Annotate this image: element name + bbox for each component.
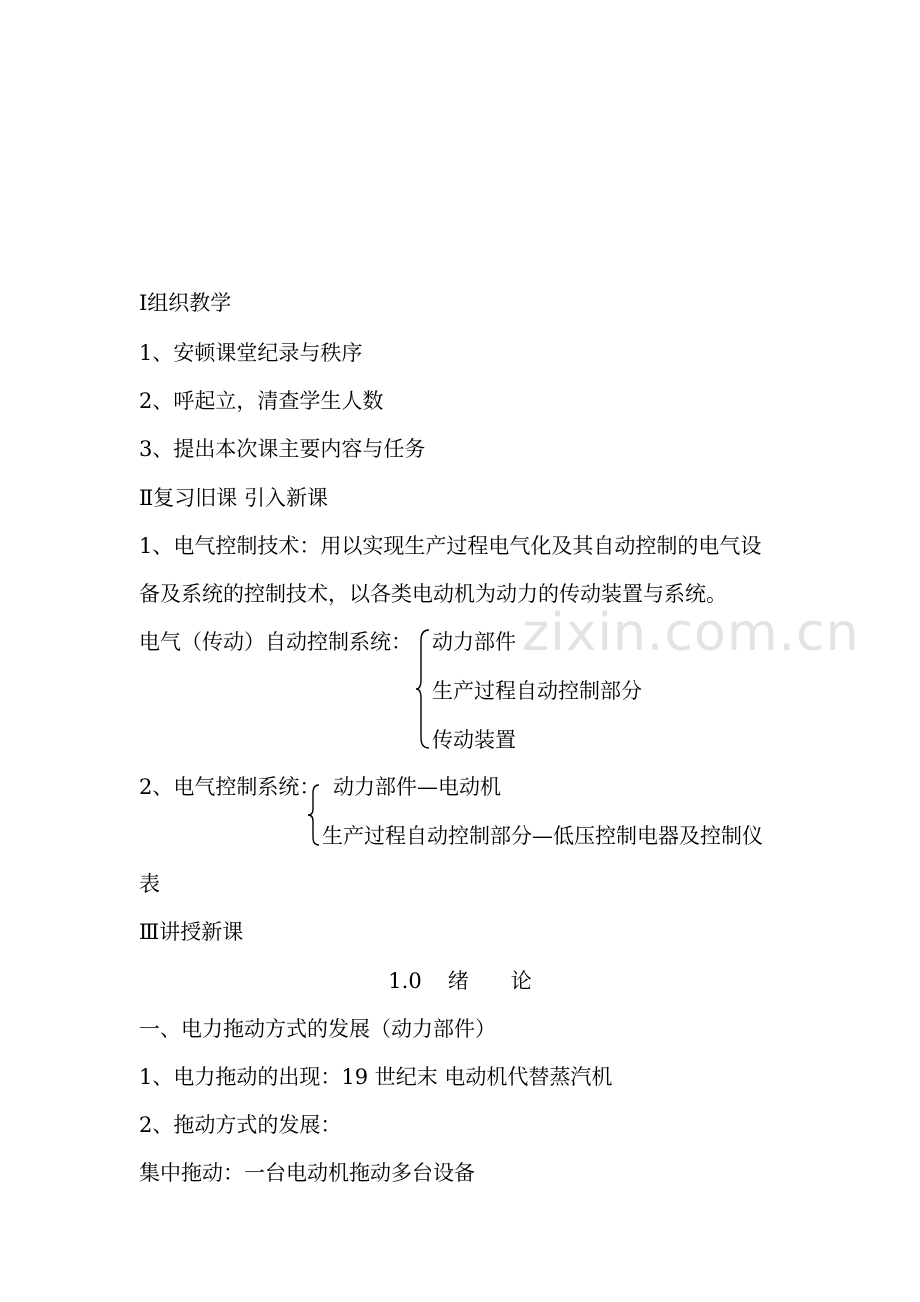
list-item: 动力部件	[432, 630, 516, 654]
paragraph: 1、电气控制技术：用以实现生产过程电气化及其自动控制的电气设	[139, 534, 762, 558]
paragraph: 2、呼起立，清查学生人数	[139, 389, 384, 413]
watermark: zixin.com.cn	[522, 603, 860, 663]
list-item: 生产过程自动控制部分	[432, 679, 642, 703]
system-label: 电气（传动）自动控制系统：	[139, 630, 412, 654]
section-heading-review: Ⅱ复习旧课 引入新课	[139, 486, 328, 510]
list-item: 动力部件—电动机	[333, 775, 501, 799]
list-item: 生产过程自动控制部分—低压控制电器及控制仪	[322, 824, 763, 848]
chapter-title-part: 绪	[447, 969, 469, 993]
brace-icon	[306, 783, 320, 847]
brace-icon	[416, 628, 430, 750]
paragraph: 3、提出本次课主要内容与任务	[139, 437, 426, 461]
section-heading-lecture: Ⅲ讲授新课	[139, 920, 244, 944]
chapter-number: 1.0	[388, 969, 422, 993]
paragraph: 集中拖动：一台电动机拖动多台设备	[139, 1161, 475, 1185]
paragraph: 1、安顿课堂纪录与秩序	[139, 341, 363, 365]
list-item: 传动装置	[432, 728, 516, 752]
paragraph: 表	[139, 872, 160, 896]
paragraph: 1、电力拖动的出现：19 世纪末 电动机代替蒸汽机	[139, 1065, 613, 1089]
chapter-title	[0, 967, 920, 995]
system-label: 2、电气控制系统：	[139, 775, 321, 799]
paragraph: 2、拖动方式的发展：	[139, 1113, 342, 1137]
chapter-title-part: 论	[510, 969, 532, 993]
subsection-heading: 一、电力拖动方式的发展（动力部件）	[139, 1017, 496, 1041]
paragraph: 备及系统的控制技术，以各类电动机为动力的传动装置与系统。	[139, 582, 727, 606]
section-heading-organize: Ⅰ组织教学	[139, 291, 232, 315]
